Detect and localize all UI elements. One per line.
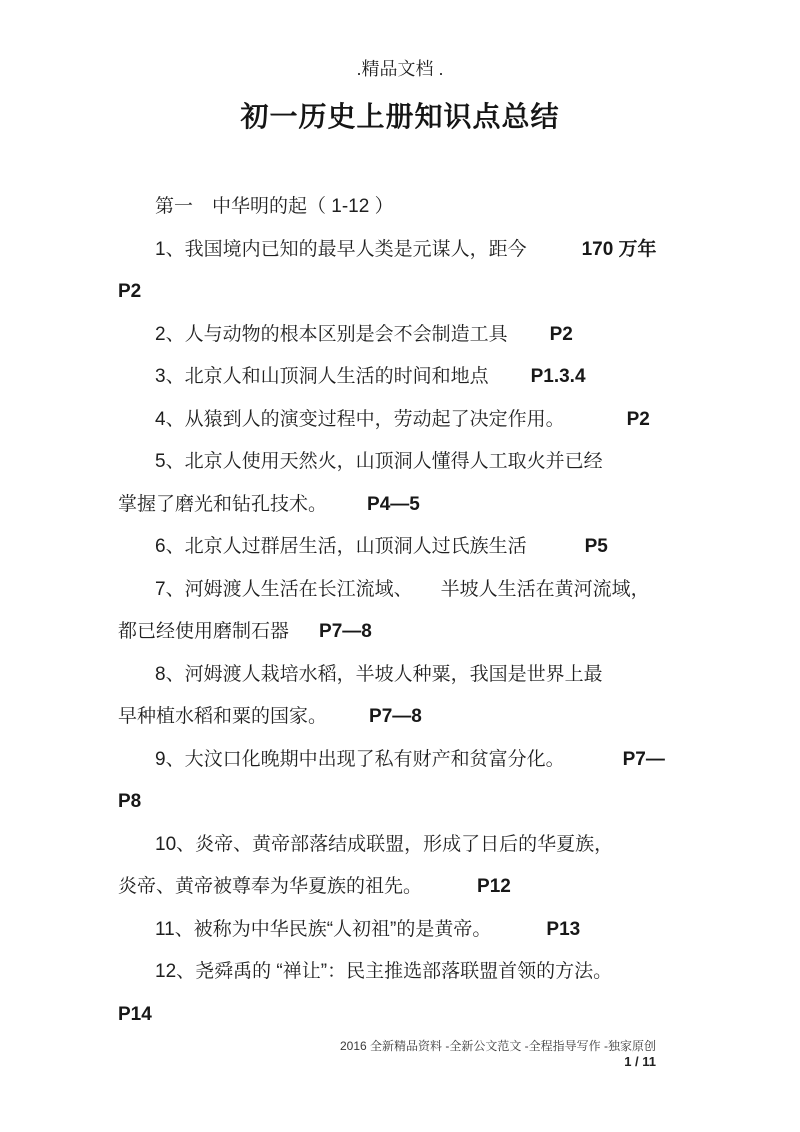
text-segment: 第一 中华明的起（ 1-12 ） [155, 196, 394, 217]
text-line [118, 356, 710, 399]
page-ref: P2 [549, 323, 573, 345]
page-ref: P8 [118, 791, 142, 812]
page-ref: P7— [622, 748, 665, 770]
text-segment: 10、炎帝、黄帝部落结成联盟，形成了日后的华夏族， [155, 833, 614, 855]
text-segment: 11、被称为中华民族“人初祖”的是黄帝。 [155, 918, 492, 940]
text-segment: 4、从猿到人的演变过程中，劳动起了决定作用。 [155, 408, 565, 430]
page-ref: P13 [546, 918, 581, 940]
text-line [118, 866, 710, 909]
text-line [118, 399, 710, 442]
text-segment: 炎帝、黄帝被尊奉为华夏族的祖先。 [118, 876, 423, 897]
text-line [118, 994, 710, 1037]
text-line [118, 271, 710, 314]
text-line [118, 229, 710, 272]
page-ref: P7—8 [319, 621, 372, 642]
footer-promo: 2016 全新精品资料 -全新公文范文 -全程指导写作 -独家原创 [339, 1039, 656, 1053]
page-ref: P5 [584, 536, 608, 557]
text-line [118, 781, 710, 824]
text-segment: 5、北京人使用天然火，山顶洞人懂得人工取火并已经 [155, 451, 603, 472]
text-line [118, 696, 710, 739]
text-line [118, 909, 710, 952]
text-segment: 1、我国境内已知的最早人类是元谋人，距今 [155, 238, 527, 260]
text-line [118, 611, 710, 654]
page-indicator: 1 / 11 [624, 1054, 656, 1069]
quality-watermark: .精品文档 . [356, 59, 444, 79]
text-segment: 9、大汶口化晚期中出现了私有财产和贫富分化。 [155, 748, 565, 770]
text-segment: 2、人与动物的根本区别是会不会制造工具 [155, 323, 508, 345]
page-ref: P4—5 [367, 493, 420, 515]
text-segment: 12、尧舜禹的 “禅让”：民主推选部落联盟首领的方法。 [155, 961, 613, 982]
text-segment: 半坡人生活在黄河流域， [440, 578, 650, 600]
page-ref: P1.3.4 [530, 366, 586, 387]
text-line [118, 441, 710, 484]
page-footer [340, 1038, 656, 1070]
text-line [118, 186, 710, 229]
page-ref: P12 [477, 876, 511, 897]
text-segment: 8、河姆渡人栽培水稻，半坡人种粟，我国是世界上最 [155, 663, 603, 685]
text-line [118, 526, 710, 569]
text-segment: 掌握了磨光和钻孔技术。 [118, 493, 328, 515]
document-title: 初一历史上册知识点总结 [240, 101, 560, 132]
text-segment: 7、河姆渡人生活在长江流域、 [155, 578, 413, 600]
text-line [118, 951, 710, 994]
text-line [118, 824, 710, 867]
text-segment: 都已经使用磨制石器 [118, 621, 290, 642]
page-ref: P7—8 [369, 706, 422, 727]
text-line [118, 484, 710, 527]
page-ref: 170 万年 [581, 238, 657, 260]
page-ref: P2 [626, 408, 650, 430]
text-line [118, 569, 710, 612]
text-line [118, 739, 710, 782]
page-ref: P14 [118, 1003, 152, 1025]
text-line [118, 314, 710, 357]
document-body [118, 186, 710, 1036]
text-segment: 早种植水稻和粟的国家。 [118, 706, 328, 727]
text-segment: 3、北京人和山顶洞人生活的时间和地点 [155, 366, 489, 387]
text-segment: 6、北京人过群居生活，山顶洞人过氏族生活 [155, 536, 527, 557]
page-ref: P2 [118, 281, 142, 302]
text-line [118, 654, 710, 697]
